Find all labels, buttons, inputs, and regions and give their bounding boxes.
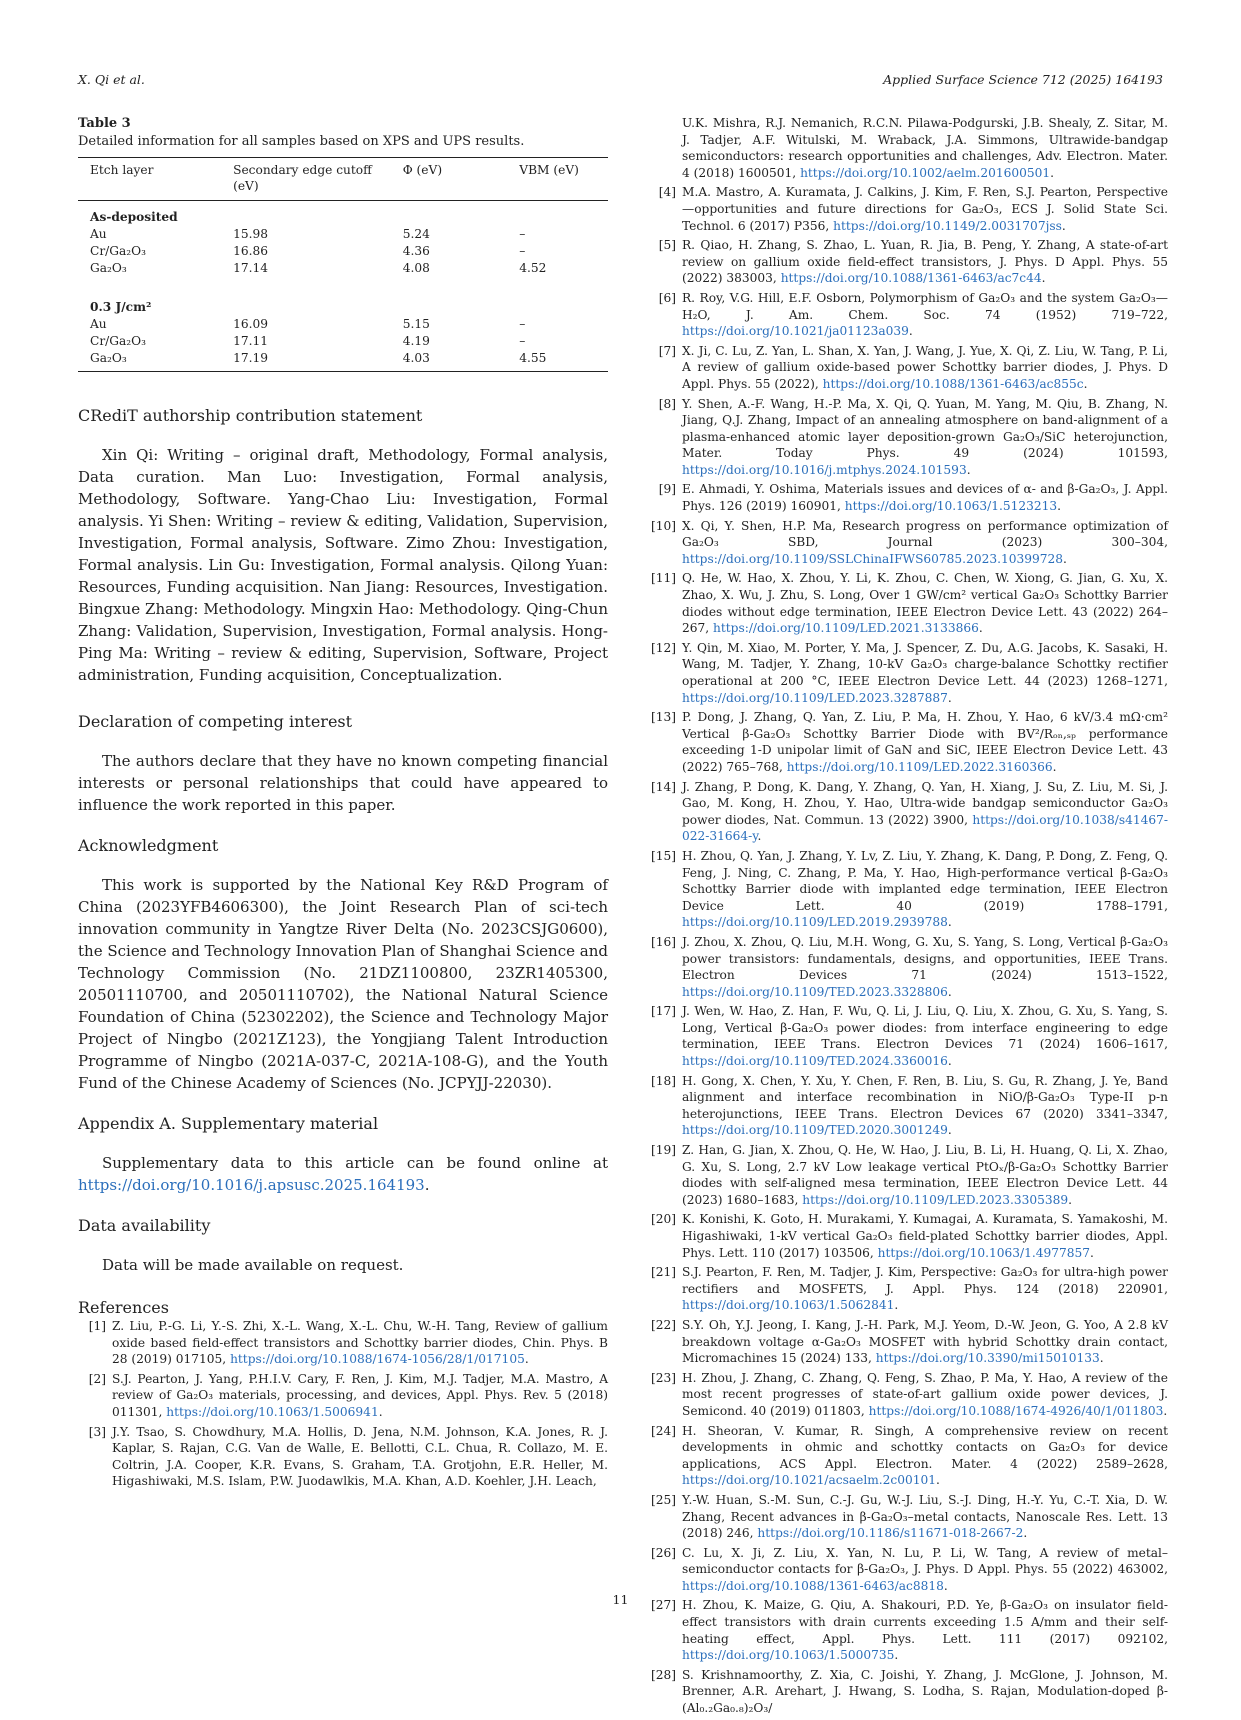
- reference-doi-link[interactable]: https://doi.org/10.1088/1674-1056/28/1/017105: [230, 1352, 525, 1367]
- reference-punct: .: [936, 1473, 940, 1488]
- col-header: Φ (eV): [391, 158, 508, 201]
- section-title: Acknowledgment: [78, 836, 219, 855]
- reference-number: [20]: [650, 1212, 676, 1227]
- table-cell: 4.36: [402, 244, 430, 258]
- appendix-after: .: [424, 1176, 430, 1194]
- reference-text: H. Zhou, J. Zhang, C. Zhang, Q. Feng, S. Zhao, P. Ma, Y. Hao, A review of the most recent progresses of state-of-art gallium oxide power devices, J. Semicond. 40 (2019) 011803,: [682, 1370, 1168, 1418]
- left-column: [78, 115, 608, 1493]
- reference-item: [648, 343, 1168, 393]
- reference-item: [648, 1423, 1168, 1489]
- reference-punct: .: [1057, 499, 1062, 514]
- reference-text: E. Ahmadi, Y. Oshima, Materials issues and devices of α- and β-Ga₂O₃, J. Appl. Phys. 126 (2019) 160901,: [682, 482, 1168, 514]
- reference-doi-link[interactable]: https://doi.org/10.1109/SSLChinaIFWS60785.2023.10399728: [682, 551, 1063, 566]
- reference-item: [648, 115, 1168, 181]
- reference-text: H. Gong, X. Chen, Y. Xu, Y. Chen, F. Ren, B. Liu, S. Gu, R. Zhang, J. Ye, Band alignment and interface recombination in NiO/β-Ga₂O₃ Type-II p-n heterojunctions, IEEE Trans. Electron Devices 67 (2020) 3341–3347,: [682, 1073, 1168, 1121]
- reference-doi-link[interactable]: https://doi.org/10.1063/1.5006941: [166, 1404, 379, 1419]
- reference-text: H. Sheoran, V. Kumar, R. Singh, A comprehensive review on recent developments in ohmic and schottky contacts on Ga₂O₃ for device applications, ACS Appl. Electron. Mater. 4 (2022) 2589–2628,: [682, 1423, 1168, 1471]
- table-row: [78, 350, 608, 372]
- table-row: [78, 333, 608, 350]
- reference-number: [15]: [650, 848, 676, 863]
- reference-punct: .: [1061, 218, 1066, 233]
- reference-doi-link[interactable]: https://doi.org/10.1109/LED.2021.3133866: [713, 621, 979, 636]
- reference-text: J. Zhang, P. Dong, K. Dang, Y. Zhang, Q. Yan, H. Xiang, J. Su, Z. Liu, M. Si, J. Gao, M. Kong, H. Zhou, Y. Hao, Ultra-wide bandgap semiconductor Ga₂O₃ power diodes, Nat. Commun. 13 (2022) 3900,: [682, 779, 1168, 827]
- running-head-authors: X. Qi et al.: [78, 72, 145, 87]
- reference-item: [648, 640, 1168, 706]
- reference-list: [648, 115, 1168, 1717]
- section-body: [78, 1152, 608, 1196]
- reference-punct: .: [947, 1054, 952, 1069]
- reference-text: H. Zhou, K. Maize, G. Qiu, A. Shakouri, P.D. Ye, β-Ga₂O₃ on insulator field-effect transistors with drain currents exceeding 1.5 A/mm and their self-heating effect, Appl. Phys. Lett. 111 (2017) 092102,: [682, 1598, 1168, 1646]
- reference-number: [27]: [650, 1598, 676, 1613]
- table-header-row: [78, 158, 608, 201]
- reference-text: Y. Shen, A.-F. Wang, H.-P. Ma, X. Qi, Q. Yuan, M. Yang, M. Qiu, B. Zhang, N. Jiang, Q.J. Zhang, Impact of an annealing atmosphere on band-alignment of a plasma-enhanced atomic layer deposition-grown Ga₂O₃/SiC heterojunction, Mater. Today Phys. 49 (2024) 101593,: [682, 396, 1168, 461]
- table-cell: –: [519, 334, 526, 348]
- table-cell: Au: [90, 227, 107, 241]
- reference-number: [21]: [650, 1265, 676, 1280]
- table-cell: 4.52: [519, 261, 547, 275]
- table-cell: 5.24: [402, 227, 430, 241]
- table-cell: –: [519, 244, 526, 258]
- page-number: 11: [612, 1592, 629, 1607]
- table-cell: 17.11: [233, 334, 268, 348]
- reference-doi-link[interactable]: https://doi.org/10.1109/LED.2022.3160366: [786, 759, 1053, 774]
- reference-item: [648, 237, 1168, 287]
- reference-punct: .: [1090, 1245, 1094, 1260]
- table-cell: 17.19: [221, 350, 391, 372]
- reference-punct: .: [1052, 759, 1057, 774]
- reference-text: S.J. Pearton, J. Yang, P.H.I.V. Cary, F. Ren, J. Kim, M.J. Tadjer, M.A. Mastro, A review of Ga₂O₃ materials, processing, and devices, Appl. Phys. Rev. 5 (2018) 011301,: [112, 1371, 608, 1419]
- reference-item: [78, 1371, 608, 1421]
- reference-item: [648, 1492, 1168, 1542]
- reference-punct: .: [978, 621, 983, 636]
- table-caption-text: Detailed information for all samples based on XPS and UPS results.: [78, 134, 525, 149]
- reference-number: [26]: [650, 1545, 676, 1560]
- table-cell: 16.86: [233, 244, 268, 258]
- reference-item: [648, 1142, 1168, 1208]
- reference-doi-link[interactable]: https://doi.org/10.1109/LED.2023.3287887: [682, 690, 948, 705]
- table-3: [78, 115, 608, 372]
- section-title: Data availability: [78, 1216, 211, 1235]
- reference-text: J. Zhou, X. Zhou, Q. Liu, M.H. Wong, G. Xu, S. Yang, S. Long, Vertical β-Ga₂O₃ power transistors: fundamentals, designs, and opportunities, IEEE Trans. Electron Devices 71 (2024) 1513–1522,: [682, 934, 1168, 983]
- section-acknowledgment: [78, 836, 608, 1094]
- reference-text: H. Zhou, Q. Yan, J. Zhang, Y. Lv, Z. Liu, Y. Zhang, K. Dang, P. Dong, Z. Feng, Q. Feng, J. Ning, C. Zhang, P. Ma, Y. Hao, High-performance vertical β-Ga₂O₃ Schottky Barrier diode with implanted edge termination, IEEE Electron Device Lett. 40 (2019) 1788–1791,: [682, 848, 1168, 913]
- reference-number: [10]: [650, 518, 676, 533]
- reference-number: [5]: [658, 238, 676, 253]
- reference-doi-link[interactable]: https://doi.org/10.1063/1.5000735: [682, 1648, 895, 1663]
- reference-doi-link[interactable]: https://doi.org/10.1088/1361-6463/ac7c44: [780, 271, 1042, 286]
- reference-item: [648, 570, 1168, 636]
- reference-punct: .: [908, 324, 913, 339]
- reference-punct: .: [947, 915, 952, 930]
- reference-number: [12]: [650, 640, 676, 655]
- table-cell: 5.15: [402, 317, 430, 331]
- reference-doi-link[interactable]: https://doi.org/10.1088/1361-6463/ac855c: [822, 376, 1084, 391]
- table-group-row: [78, 291, 608, 316]
- reference-number: [1]: [88, 1319, 106, 1333]
- reference-punct: .: [378, 1404, 383, 1419]
- reference-text: Z. Liu, P.-G. Li, Y.-S. Zhi, X.-L. Wang, X.-L. Chu, W.-H. Tang, Review of gallium oxide based field-effect transistors and Schottky barrier diodes, Chin. Phys. B 28 (2019) 017105,: [112, 1319, 608, 1367]
- table-cell: Cr/Ga₂O₃: [90, 334, 147, 348]
- reference-item: [648, 1370, 1168, 1420]
- section-title: References: [78, 1298, 169, 1317]
- reference-item: [648, 934, 1168, 1000]
- reference-number: [28]: [650, 1667, 676, 1682]
- supplementary-link[interactable]: https://doi.org/10.1016/j.apsusc.2025.164193: [78, 1176, 425, 1194]
- reference-text: R. Qiao, H. Zhang, S. Zhao, L. Yuan, R. Jia, B. Peng, Y. Zhang, A state-of-art review on gallium oxide field-effect transistors, J. Phys. D Appl. Phys. 55 (2022) 383003,: [682, 238, 1168, 286]
- reference-punct: .: [966, 462, 971, 477]
- col-header: Etch layer: [78, 158, 221, 201]
- section-competing-interest: [78, 712, 608, 816]
- reference-punct: .: [947, 690, 952, 705]
- col-header: Secondary edge cutoff (eV): [221, 158, 391, 201]
- reference-punct: .: [894, 1648, 899, 1663]
- reference-item: [648, 848, 1168, 931]
- reference-item: [648, 1317, 1168, 1367]
- reference-text: K. Konishi, K. Goto, H. Murakami, Y. Kumagai, A. Kuramata, S. Yamakoshi, M. Higashiwaki, 1-kV vertical Ga₂O₃ field-plated Schottky barrier diodes, Appl. Phys. Lett. 110 (2017) 103506,: [682, 1212, 1168, 1260]
- reference-punct: .: [1163, 1403, 1168, 1418]
- table-cell: Au: [90, 317, 107, 331]
- reference-text: S.J. Pearton, F. Ren, M. Tadjer, J. Kim, Perspective: Ga₂O₃ for ultra-high power rectifiers and MOSFETS, J. Appl. Phys. 124 (2018) 220901,: [682, 1265, 1168, 1296]
- reference-punct: .: [1041, 271, 1046, 286]
- running-head-journal: Applied Surface Science 712 (2025) 164193: [883, 72, 1163, 87]
- reference-number: [19]: [650, 1143, 676, 1158]
- table-cell: 4.19: [402, 334, 430, 348]
- reference-number: [3]: [88, 1424, 106, 1439]
- reference-text: J. Wen, W. Hao, Z. Han, F. Wu, Q. Li, J. Liu, Q. Liu, X. Zhou, G. Xu, S. Yang, S. Long, Vertical β-Ga₂O₃ power diodes: from interface engineering to edge termination, IEEE Trans. Electron Devices 71 (2024) 1606–1617,: [682, 1004, 1168, 1052]
- reference-number: [7]: [658, 343, 676, 358]
- reference-doi-link[interactable]: https://doi.org/10.1109/TED.2024.3360016: [682, 1054, 948, 1069]
- reference-punct: .: [1023, 1526, 1028, 1541]
- running-head: [78, 72, 1163, 90]
- reference-doi-link[interactable]: https://doi.org/10.1088/1361-6463/ac8818: [682, 1578, 944, 1593]
- table-cell: –: [519, 227, 526, 241]
- reference-text: M.A. Mastro, A. Kuramata, J. Calkins, J. Kim, F. Ren, S.J. Pearton, Perspective—opportunities and future directions for Ga₂O₃, ECS J. Solid State Sci. Technol. 6 (2017) P356,: [682, 185, 1168, 233]
- table-cell: Ga₂O₃: [90, 261, 127, 275]
- reference-item: [648, 1003, 1168, 1069]
- reference-number: [2]: [88, 1371, 106, 1386]
- reference-text: J.Y. Tsao, S. Chowdhury, M.A. Hollis, D. Jena, N.M. Johnson, K.A. Jones, R. J. Kaplar, S. Rajan, C.G. Van de Walle, E. Bellotti, C.L. Chua, R. Collazo, M. E. Coltrin, J.A. Cooper, K.R. Evans, S. Graham, T.A. Grotjohn, E.R. Heller, M. Higashiwaki, M.S. Islam, P.W. Juodawlkis, M.A. Khan, A.D. Koehler, J.H. Leach,: [112, 1424, 608, 1489]
- reference-punct: .: [894, 1298, 899, 1313]
- reference-number: [24]: [650, 1423, 676, 1438]
- reference-doi-link[interactable]: https://doi.org/10.1021/acsaelm.2c00101: [682, 1473, 937, 1488]
- reference-item: [648, 518, 1168, 568]
- reference-punct: .: [1068, 1192, 1073, 1207]
- reference-item: [648, 481, 1168, 514]
- table-caption: [78, 115, 608, 151]
- section-appendix: [78, 1114, 608, 1196]
- reference-text: Q. He, W. Hao, X. Zhou, Y. Li, K. Zhou, C. Chen, W. Xiong, G. Jian, G. Xu, X. Zhao, X. Wu, J. Zhu, S. Long, Over 1 GW/cm² vertical Ga₂O₃ Schottky Barrier diodes without edge termination, IEEE Electron Device Lett. 43 (2022) 264–267,: [682, 571, 1168, 636]
- reference-number: [13]: [650, 710, 676, 725]
- reference-doi-link[interactable]: https://doi.org/10.1149/2.0031707jss: [833, 218, 1062, 233]
- reference-item: [648, 1545, 1168, 1595]
- reference-item: [78, 1318, 608, 1368]
- reference-text: U.K. Mishra, R.J. Nemanich, R.C.N. Pilawa-Podgurski, J.B. Shealy, Z. Sitar, M. J. Tadjer, A.F. Witulski, M. Wraback, J.A. Simmons, Ultrawide-bandgap semiconductors: research opportunities and challenges, Adv. Electron. Mater. 4 (2018) 1600501,: [682, 116, 1168, 180]
- reference-doi-link[interactable]: https://doi.org/10.1002/aelm.201600501: [800, 165, 1051, 180]
- section-body: The authors declare that they have no known competing financial interests or personal relationships that could have appeared to influence the work reported in this paper.: [78, 752, 608, 814]
- reference-doi-link[interactable]: https://doi.org/10.1109/TED.2023.3328806: [682, 984, 948, 999]
- reference-text: X. Qi, Y. Shen, H.P. Ma, Research progress on performance optimization of Ga₂O₃ SBD, Journal (2023) 300–304,: [682, 518, 1168, 550]
- reference-number: [11]: [650, 571, 676, 586]
- reference-number: [17]: [650, 1004, 676, 1019]
- table-cell: 4.08: [402, 261, 430, 275]
- reference-doi-link[interactable]: https://doi.org/10.1109/TED.2020.3001249: [682, 1123, 948, 1138]
- reference-item: [648, 1073, 1168, 1139]
- reference-item: [648, 184, 1168, 234]
- reference-item: [648, 396, 1168, 479]
- section-credit: [78, 406, 608, 686]
- reference-text: C. Lu, X. Ji, Z. Liu, X. Yan, N. Lu, P. Li, W. Tang, A review of metal–semiconductor contacts for β-Ga₂O₃, J. Phys. D Appl. Phys. 55 (2022) 463002,: [682, 1545, 1168, 1577]
- reference-punct: .: [757, 829, 762, 844]
- section-body: Data will be made available on request.: [102, 1256, 404, 1274]
- reference-number: [14]: [650, 779, 676, 794]
- reference-item: [648, 779, 1168, 845]
- group-label: 0.3 J/cm²: [90, 300, 152, 314]
- appendix-text: Supplementary data to this article can be found online at: [102, 1154, 608, 1172]
- reference-item: [648, 1211, 1168, 1261]
- table-label: Table 3: [78, 116, 131, 131]
- reference-doi-link[interactable]: https://doi.org/10.1088/1674-4926/40/1/011803: [868, 1403, 1164, 1418]
- reference-doi-link[interactable]: https://doi.org/10.1186/s11671-018-2667-2: [757, 1526, 1024, 1541]
- reference-number: [16]: [650, 934, 676, 949]
- table-cell: 4.03: [391, 350, 508, 372]
- section-body: Xin Qi: Writing – original draft, Methodology, Formal analysis, Data curation. Man Luo: Investigation, Formal analysis, Methodology, Software. Yang-Chao Liu: Investigation, Formal analysis. Yi Shen: Writing – review & editing, Validation, Supervision, Investigation, Formal analysis, Software. Zimo Zhou: Investigation, Formal analysis. Lin Gu: Investigation, Formal analysis. Qilong Yuan: Resources, Funding acquisition. Nan Jiang: Resources, Investigation. Bingxue Zhang: Methodology. Mingxin Hao: Methodology. Qing-Chun Zhang: Validation, Supervision, Investigation, Formal analysis. Hong-Ping Ma: Writing – review & editing, Supervision, Software, Project administration, Funding acquisition, Conceptualization.: [78, 446, 608, 684]
- reference-doi-link[interactable]: https://doi.org/10.1038/s41467-022-31664-y: [682, 812, 1168, 844]
- section-data-availability: [78, 1216, 608, 1276]
- reference-doi-link[interactable]: https://doi.org/10.1109/LED.2019.2939788: [682, 915, 948, 930]
- reference-number: [23]: [650, 1370, 676, 1385]
- reference-item: [78, 1424, 608, 1490]
- table-cell: 15.98: [233, 227, 268, 241]
- reference-text: Y.-W. Huan, S.-M. Sun, C.-J. Gu, W.-J. Liu, S.-J. Ding, H.-Y. Yu, C.-T. Xia, D. W. Zhang, Recent advances in β-Ga₂O₃–metal contacts, Nanoscale Res. Lett. 13 (2018) 246,: [682, 1492, 1168, 1541]
- table-spacer: [78, 277, 608, 291]
- table-group-row: [78, 201, 608, 227]
- table-row: [78, 260, 608, 277]
- section-references: [78, 1298, 608, 1490]
- reference-doi-link[interactable]: https://doi.org/10.1016/j.mtphys.2024.101593: [682, 462, 967, 477]
- reference-number: [8]: [658, 396, 676, 411]
- reference-item: [648, 290, 1168, 340]
- reference-doi-link[interactable]: https://doi.org/10.1063/1.5123213: [844, 499, 1058, 514]
- reference-doi-link[interactable]: https://doi.org/10.1021/ja01123a039: [682, 324, 909, 339]
- section-title: Declaration of competing interest: [78, 712, 353, 731]
- reference-punct: .: [947, 1123, 952, 1138]
- reference-punct: .: [947, 984, 952, 999]
- reference-text: R. Roy, V.G. Hill, E.F. Osborn, Polymorphism of Ga₂O₃ and the system Ga₂O₃—H₂O, J. Am. Chem. Soc. 74 (1952) 719–722,: [682, 290, 1168, 322]
- section-body: This work is supported by the National Key R&D Program of China (2023YFB4606300), the Joint Research Plan of sci-tech innovation community in Yangtze River Delta (No. 2023CSJG0600), the Science and Technology Innovation Plan of Shanghai Science and Technology Commission (No. 21DZ1100800, 23ZR1405300, 20501110700, and 20501110702), the National Natural Science Foundation of China (52302202), the Science and Technology Major Project of Ningbo (2021Z123), the Yongjiang Talent Introduction Programme of Ningbo (2021A-037-C, 2021A-108-G), and the Youth Fund of the Chinese Academy of Sciences (No. JCPYJJ-22030).: [78, 876, 608, 1092]
- section-title: Appendix A. Supplementary material: [78, 1114, 379, 1133]
- reference-text: Y. Qin, M. Xiao, M. Porter, Y. Ma, J. Spencer, Z. Du, A.G. Jacobs, K. Sasaki, H. Wang, M. Tadjer, Y. Zhang, 10-kV Ga₂O₃ charge-balance Schottky rectifier operational at 200 °C, IEEE Electron Device Lett. 44 (2023) 1268–1271,: [682, 640, 1168, 688]
- reference-number: [25]: [650, 1492, 676, 1507]
- reference-punct: .: [1083, 376, 1088, 391]
- table-cell: –: [519, 317, 526, 331]
- reference-text: X. Ji, C. Lu, Z. Yan, L. Shan, X. Yan, J. Wang, J. Yue, X. Qi, Z. Liu, W. Tang, P. Li, A review of gallium oxide-based power Schottky barrier diodes, J. Phys. D Appl. Phys. 55 (2022),: [682, 343, 1168, 391]
- reference-punct: .: [524, 1352, 529, 1367]
- reference-punct: .: [1050, 165, 1055, 180]
- reference-number: [18]: [650, 1073, 676, 1088]
- group-label: As-deposited: [90, 210, 178, 224]
- table-cell: Cr/Ga₂O₃: [90, 244, 147, 258]
- reference-doi-link[interactable]: https://doi.org/10.1063/1.5062841: [682, 1298, 895, 1313]
- table-cell: 17.14: [233, 261, 268, 275]
- reference-text: S. Krishnamoorthy, Z. Xia, C. Joishi, Y. Zhang, J. McGlone, J. Johnson, M. Brenner, A.R. Arehart, J. Hwang, S. Lodha, S. Rajan, Modulation-doped β-(Al₀.₂Ga₀.₈)₂O₃/: [682, 1667, 1168, 1716]
- reference-list: [78, 1318, 608, 1490]
- reference-number: [22]: [650, 1317, 676, 1332]
- col-header: VBM (eV): [507, 158, 608, 201]
- reference-punct: .: [1062, 551, 1067, 566]
- reference-punct: .: [943, 1578, 948, 1593]
- right-column: [648, 115, 1168, 1720]
- table-3-grid: [78, 157, 608, 372]
- reference-text: P. Dong, J. Zhang, Q. Yan, Z. Liu, P. Ma, H. Zhou, Y. Hao, 6 kV/3.4 mΩ·cm² Vertical β-Ga₂O₃ Schottky Barrier Diode with BV²/Rₒₙ,ₛₚ performance exceeding 1-D unipolar limit of GaN and SiC, IEEE Electron Device Lett. 43 (2022) 765–768,: [682, 710, 1168, 774]
- reference-number: [6]: [658, 290, 676, 305]
- reference-item: [648, 709, 1168, 775]
- reference-item: [648, 1667, 1168, 1717]
- table-row: [78, 243, 608, 260]
- table-row: [78, 316, 608, 333]
- reference-item: [648, 1264, 1168, 1314]
- reference-number: [9]: [658, 482, 676, 497]
- reference-punct: .: [1099, 1351, 1104, 1366]
- reference-text: S.Y. Oh, Y.J. Jeong, I. Kang, J.-H. Park, M.J. Yeom, D.-W. Jeon, G. Yoo, A 2.8 kV breakdown voltage α-Ga₂O₃ MOSFET with hybrid Schottky drain contact, Micromachines 15 (2024) 133,: [682, 1317, 1168, 1366]
- section-title: CRediT authorship contribution statement: [78, 406, 423, 425]
- table-cell: 16.09: [233, 317, 268, 331]
- reference-doi-link[interactable]: https://doi.org/10.1063/1.4977857: [877, 1245, 1091, 1260]
- table-cell: 4.55: [507, 350, 608, 372]
- reference-doi-link[interactable]: https://doi.org/10.1109/LED.2023.3305389: [802, 1192, 1069, 1207]
- reference-number: [4]: [658, 185, 676, 200]
- reference-text: Z. Han, G. Jian, X. Zhou, Q. He, W. Hao, J. Liu, B. Li, H. Huang, Q. Li, X. Zhao, G. Xu, S. Long, 2.7 kV Low leakage vertical PtOₓ/β-Ga₂O₃ Schottky Barrier diodes with self-aligned mesa termination, IEEE Electron Device Lett. 44 (2023) 1680–1683,: [682, 1143, 1168, 1207]
- table-row: [78, 226, 608, 243]
- table-cell: Ga₂O₃: [78, 350, 221, 372]
- reference-doi-link[interactable]: https://doi.org/10.3390/mi15010133: [875, 1351, 1100, 1366]
